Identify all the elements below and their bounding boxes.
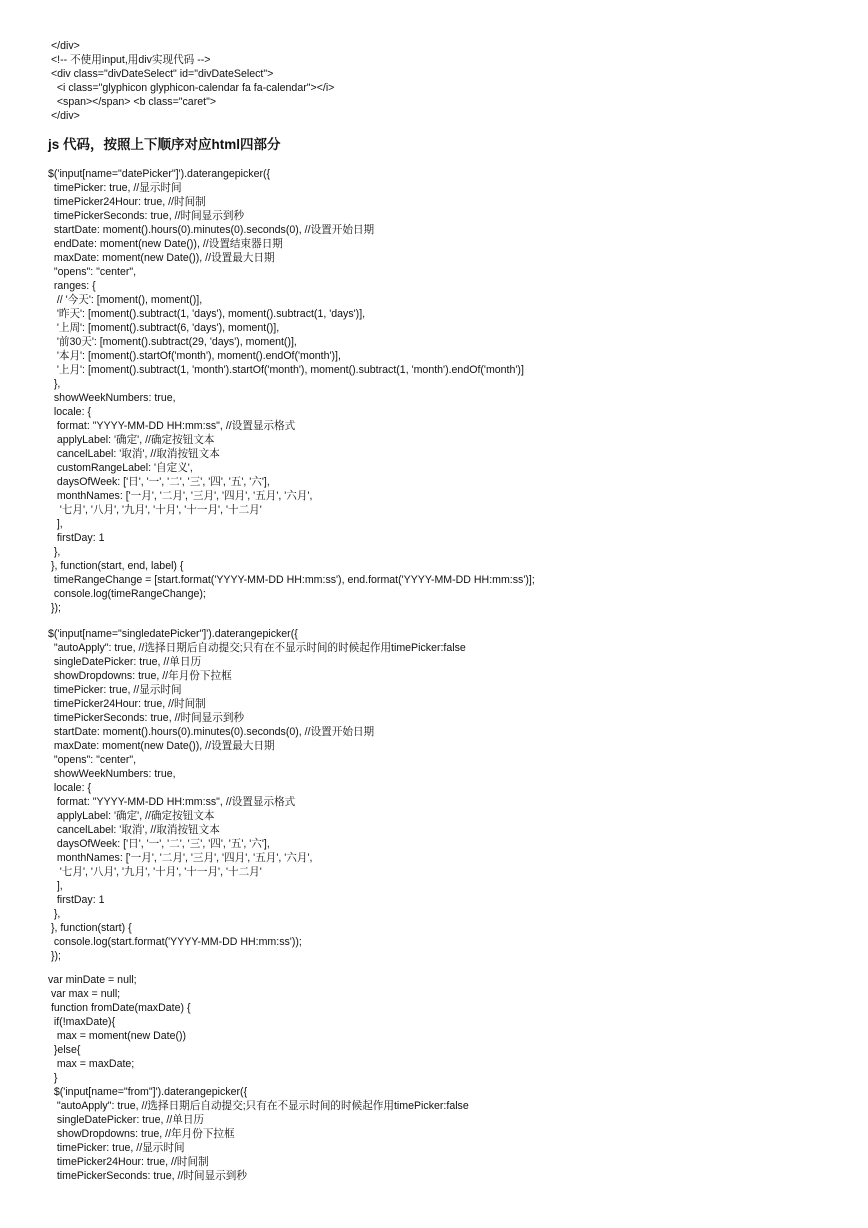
code-line: applyLabel: '确定', //确定按钮文本	[48, 810, 215, 822]
code-line: maxDate: moment(new Date()), //设置最大日期	[48, 740, 275, 752]
js-code-block-fromdate	[48, 973, 848, 1183]
code-line: </div>	[48, 40, 80, 52]
code-line: locale: {	[48, 406, 91, 418]
code-line: </div>	[48, 110, 80, 122]
code-line: $('input[name="from"]').daterangepicker({	[48, 1086, 248, 1098]
code-line: cancelLabel: '取消', //取消按钮文本	[48, 448, 220, 460]
code-line: if(!maxDate){	[48, 1016, 116, 1028]
code-line: ],	[48, 518, 63, 530]
code-line: "opens": "center",	[48, 754, 137, 766]
code-line: format: "YYYY-MM-DD HH:mm:ss", //设置显示格式	[48, 420, 296, 432]
code-line: $('input[name="datePicker"]').daterangepicker({	[48, 168, 271, 180]
code-line: });	[48, 602, 61, 614]
code-line: '七月', '八月', '九月', '十月', '十一月', '十二月'	[48, 504, 262, 516]
code-line: '昨天': [moment().subtract(1, 'days'), moment().subtract(1, 'days')],	[48, 308, 366, 320]
code-line: timeRangeChange = [start.format('YYYY-MM-DD HH:mm:ss'), end.format('YYYY-MM-DD HH:mm:ss')];	[48, 574, 535, 586]
code-line: singleDatePicker: true, //单日历	[48, 656, 202, 668]
code-line: endDate: moment(new Date()), //设置结束器日期	[48, 238, 283, 250]
code-line: <!-- 不使用input,用div实现代码 -->	[48, 54, 211, 66]
code-line: firstDay: 1	[48, 532, 105, 544]
code-line: },	[48, 546, 61, 558]
code-line: timePicker: true, //显示时间	[48, 1142, 185, 1154]
code-line: monthNames: ['一月', '二月', '三月', '四月', '五月', '六月',	[48, 490, 313, 502]
code-line: monthNames: ['一月', '二月', '三月', '四月', '五月', '六月',	[48, 852, 313, 864]
code-line: var max = null;	[48, 988, 121, 1000]
code-line: '上月': [moment().subtract(1, 'month').startOf('month'), moment().subtract(1, 'month').endOf('month')]	[48, 364, 524, 376]
code-line: "autoApply": true, //选择日期后自动提交;只有在不显示时间的时候起作用timePicker:false	[48, 642, 466, 654]
code-line: timePickerSeconds: true, //时间显示到秒	[48, 210, 245, 222]
code-line: console.log(timeRangeChange);	[48, 588, 206, 600]
code-line: }, function(start, end, label) {	[48, 560, 184, 572]
code-line: ranges: {	[48, 280, 96, 292]
js-code-block-singledatepicker	[48, 627, 848, 963]
code-line: cancelLabel: '取消', //取消按钮文本	[48, 824, 220, 836]
code-line: '上周': [moment().subtract(6, 'days'), moment()],	[48, 322, 280, 334]
code-line: timePickerSeconds: true, //时间显示到秒	[48, 712, 245, 724]
code-line: customRangeLabel: '自定义',	[48, 462, 193, 474]
code-line: },	[48, 378, 61, 390]
html-code-block	[48, 39, 848, 123]
code-line: $('input[name="singledatePicker"]').daterangepicker({	[48, 628, 298, 640]
code-line: var minDate = null;	[48, 974, 137, 986]
code-line: }else{	[48, 1044, 81, 1056]
code-line: singleDatePicker: true, //单日历	[48, 1114, 205, 1126]
code-line: }, function(start) {	[48, 922, 132, 934]
js-code-block-datepicker	[48, 167, 848, 615]
code-line: '七月', '八月', '九月', '十月', '十一月', '十二月'	[48, 866, 262, 878]
code-line: maxDate: moment(new Date()), //设置最大日期	[48, 252, 275, 264]
code-line: daysOfWeek: ['日', '一', '二', '三', '四', '五', '六'],	[48, 838, 270, 850]
code-line: timePicker24Hour: true, //时间制	[48, 1156, 209, 1168]
code-line: firstDay: 1	[48, 894, 105, 906]
code-line: startDate: moment().hours(0).minutes(0).seconds(0), //设置开始日期	[48, 224, 375, 236]
code-line: <i class="glyphicon glyphicon-calendar fa fa-calendar"></i>	[48, 82, 335, 94]
code-line: "autoApply": true, //选择日期后自动提交;只有在不显示时间的时候起作用timePicker:false	[48, 1100, 469, 1112]
code-line: "opens": "center",	[48, 266, 137, 278]
code-line: '本月': [moment().startOf('month'), moment().endOf('month')],	[48, 350, 341, 362]
code-line: timePicker24Hour: true, //时间制	[48, 196, 206, 208]
code-line: }	[48, 1072, 58, 1084]
code-line: timePicker: true, //显示时间	[48, 684, 182, 696]
code-line: // '今天': [moment(), moment()],	[48, 294, 203, 306]
code-line: });	[48, 950, 61, 962]
code-line: showDropdowns: true, //年月份下拉框	[48, 670, 232, 682]
section-heading: js 代码，按照上下顺序对应html四部分	[48, 137, 281, 152]
code-line: showWeekNumbers: true,	[48, 392, 176, 404]
code-line: applyLabel: '确定', //确定按钮文本	[48, 434, 215, 446]
code-line: showWeekNumbers: true,	[48, 768, 176, 780]
code-line: console.log(start.format('YYYY-MM-DD HH:mm:ss'));	[48, 936, 302, 948]
code-line: timePicker24Hour: true, //时间制	[48, 698, 206, 710]
code-line: max = maxDate;	[48, 1058, 135, 1070]
code-line: timePicker: true, //显示时间	[48, 182, 182, 194]
code-line: },	[48, 908, 61, 920]
code-line: timePickerSeconds: true, //时间显示到秒	[48, 1170, 247, 1182]
code-line: '前30天': [moment().subtract(29, 'days'), moment()],	[48, 336, 297, 348]
code-line: locale: {	[48, 782, 91, 794]
code-line: format: "YYYY-MM-DD HH:mm:ss", //设置显示格式	[48, 796, 296, 808]
code-line: startDate: moment().hours(0).minutes(0).seconds(0), //设置开始日期	[48, 726, 375, 738]
code-line: max = moment(new Date())	[48, 1030, 187, 1042]
code-line: daysOfWeek: ['日', '一', '二', '三', '四', '五', '六'],	[48, 476, 270, 488]
code-line: showDropdowns: true, //年月份下拉框	[48, 1128, 235, 1140]
code-line: ],	[48, 880, 63, 892]
code-line: function fromDate(maxDate) {	[48, 1002, 191, 1014]
code-line: <span></span> <b class="caret">	[48, 96, 217, 108]
code-line: <div class="divDateSelect" id="divDateSelect">	[48, 68, 274, 80]
